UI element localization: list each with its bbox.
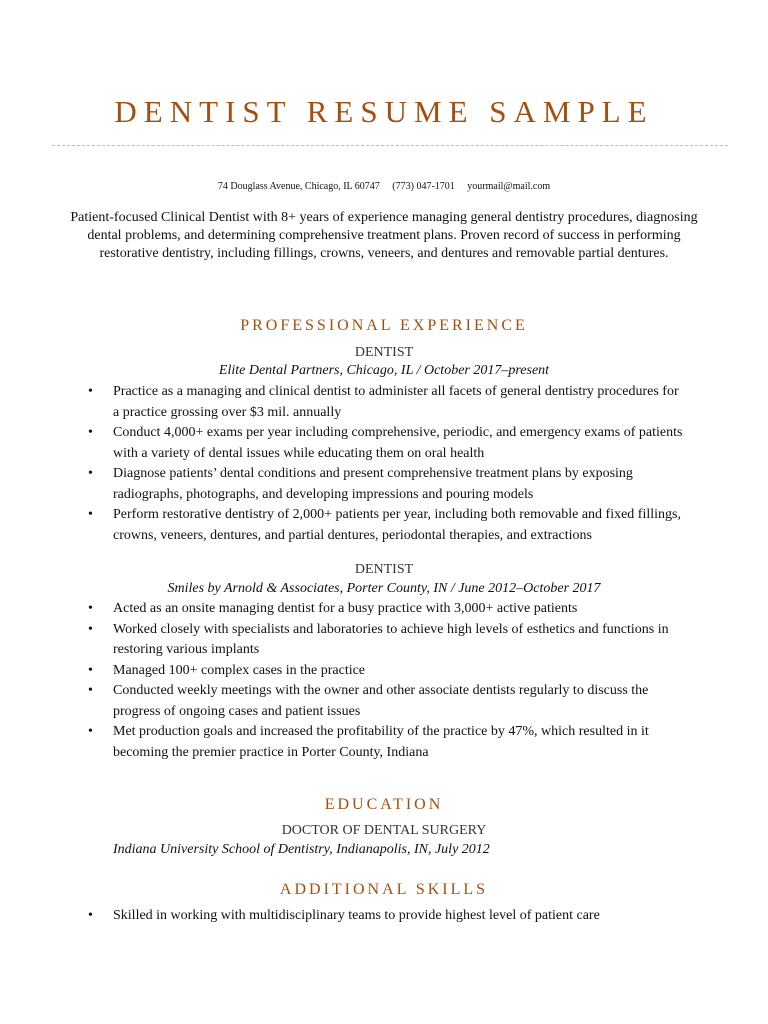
bullet-icon: •	[88, 683, 93, 698]
education-school: Indiana University School of Dentistry, Indianapolis, IN, July 2012	[113, 842, 490, 857]
bullet-text: Skilled in working with multidisciplinary teams to provide highest level of patient care	[113, 908, 600, 923]
bullet-text: Diagnose patients’ dental conditions and present comprehensive treatment plans by exposing radiographs, photographs, and developing impressions and pouring models	[113, 466, 633, 502]
list-item	[88, 661, 688, 682]
list-item	[88, 620, 688, 661]
contact-line	[0, 180, 768, 194]
skills-heading: ADDITIONAL SKILLS	[279, 881, 489, 898]
skills-bullets	[88, 906, 688, 927]
bullet-text: Worked closely with specialists and laboratories to achieve high levels of esthetics and functions in restoring various implants	[113, 621, 669, 657]
job-title: DENTIST	[354, 562, 414, 577]
experience-heading: PROFESSIONAL EXPERIENCE	[240, 317, 528, 334]
bullet-text: Managed 100+ complex cases in the practice	[113, 662, 366, 678]
bullet-text: Met production goals and increased the profitability of the practice by 47%, which resulted in it becoming the premier practice in Porter County, Indiana	[113, 724, 649, 760]
bullet-icon: •	[88, 601, 93, 616]
bullet-icon: •	[88, 908, 93, 923]
education-degree: DOCTOR OF DENTAL SURGERY	[281, 823, 487, 838]
list-item	[88, 464, 688, 505]
bullet-text: Practice as a managing and clinical dentist to administer all facets of general dentistry procedures for a practice grossing over $3 mil. annually	[113, 384, 679, 420]
list-item	[88, 722, 688, 763]
bullet-icon: •	[88, 466, 93, 481]
contact-email: yourmail@mail.com	[467, 181, 551, 192]
job-title: DENTIST	[354, 345, 414, 360]
list-item	[88, 599, 688, 620]
list-item	[88, 382, 688, 423]
list-item	[88, 681, 688, 722]
bullet-icon: •	[88, 384, 93, 399]
contact-phone: (773) 047-1701	[392, 181, 455, 192]
list-item	[88, 906, 688, 927]
bullet-icon: •	[88, 724, 93, 739]
bullet-text: Conduct 4,000+ exams per year including comprehensive, periodic, and emergency exams of patients with a variety of dental issues while educating them on oral health	[113, 425, 683, 461]
list-item	[88, 505, 688, 546]
bullet-icon: •	[88, 425, 93, 440]
summary-paragraph: Patient-focused Clinical Dentist with 8+ years of experience managing general dentistry procedures, diagnosing dental problems, and determining comprehensive treatment plans. Proven record of success in performing restorative dentistry, including fillings, crowns, veneers, and dentures and removable partial dentures.	[70, 210, 698, 261]
job-bullets	[88, 599, 688, 763]
job-bullets	[88, 382, 688, 546]
bullet-icon: •	[88, 621, 93, 637]
job-meta: Elite Dental Partners, Chicago, IL / October 2017–present	[218, 363, 550, 378]
resume-title: DENTIST RESUME SAMPLE	[114, 94, 654, 129]
bullet-icon: •	[88, 507, 93, 522]
title-divider	[52, 145, 728, 146]
bullet-icon: •	[88, 662, 93, 678]
job-meta: Smiles by Arnold & Associates, Porter County, IN / June 2012–October 2017	[167, 581, 601, 596]
bullet-text: Perform restorative dentistry of 2,000+ patients per year, including both removable and fixed fillings, crowns, veneers, dentures, and partial dentures, periodontal therapies, and extractions	[113, 507, 681, 543]
education-heading: EDUCATION	[324, 796, 444, 813]
list-item	[88, 423, 688, 464]
contact-address: 74 Douglass Avenue, Chicago, IL 60747	[217, 181, 380, 192]
bullet-text: Acted as an onsite managing dentist for a busy practice with 3,000+ active patients	[113, 601, 578, 616]
bullet-text: Conducted weekly meetings with the owner and other associate dentists regularly to discuss the progress of ongoing cases and patient issues	[113, 683, 649, 719]
